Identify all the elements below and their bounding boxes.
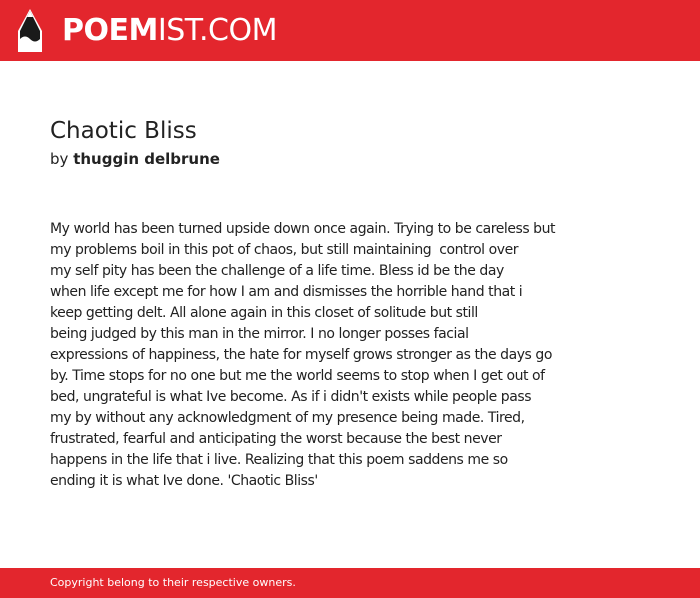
poem-line: when life except me for how I am and dismisses the horrible hand that i	[50, 284, 523, 300]
poem-line: my problems boil in this pot of chaos, but still maintaining control over	[50, 242, 519, 258]
poem-title: Chaotic Bliss	[50, 118, 197, 144]
site-logo-text[interactable]	[62, 14, 277, 48]
by-label: by	[50, 150, 69, 168]
pencil-tip-icon[interactable]	[18, 9, 42, 52]
site-header	[0, 0, 700, 61]
poem-line: My world has been turned upside down once again. Trying to be careless but	[50, 221, 556, 237]
poem-author[interactable]: thuggin delbrune	[73, 150, 220, 168]
poem-line: frustrated, fearful and anticipating the worst because the best never	[50, 431, 502, 447]
poem-body	[50, 219, 650, 492]
poem-line: by. Time stops for no one but me the world seems to stop when I get out of	[50, 368, 545, 384]
poem-line: my by without any acknowledgment of my presence being made. Tired,	[50, 410, 525, 426]
poem-line: ending it is what Ive done. 'Chaotic Bliss'	[50, 473, 318, 489]
brand-light: IST.COM	[157, 13, 277, 48]
poem-line: bed, ungrateful is what Ive become. As if i didn't exists while people pass	[50, 389, 532, 405]
poem-byline	[50, 149, 220, 169]
copyright-notice: Copyright belong to their respective owners.	[50, 576, 296, 589]
poem-line: expressions of happiness, the hate for myself grows stronger as the days go	[50, 347, 552, 363]
brand-bold: POEM	[62, 13, 158, 48]
site-footer	[0, 568, 700, 598]
poem-line: happens in the life that i live. Realizing that this poem saddens me so	[50, 452, 508, 468]
poem-line: my self pity has been the challenge of a life time. Bless id be the day	[50, 263, 504, 279]
poem-line: keep getting delt. All alone again in this closet of solitude but still	[50, 305, 478, 321]
poem-line: being judged by this man in the mirror. I no longer posses facial	[50, 326, 469, 342]
